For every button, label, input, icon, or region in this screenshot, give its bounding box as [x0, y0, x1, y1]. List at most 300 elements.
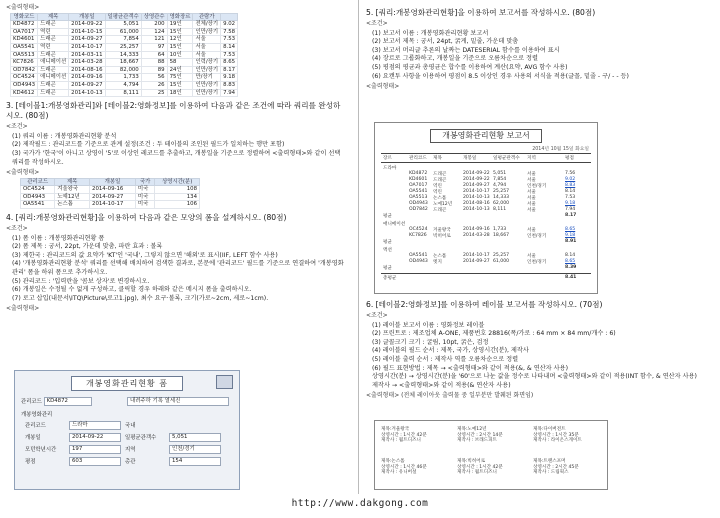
form-field[interactable]: 5,051 [169, 433, 221, 442]
report-cell: 2014-03-28 [463, 233, 490, 238]
table-cell: 2014-09-27 [90, 193, 136, 201]
label-line: 제작사 : 월트디즈니 [457, 470, 497, 476]
table-cell: 18,667 [105, 59, 141, 67]
table-cell: 1,733 [105, 74, 141, 82]
report-group-name: 드라마 [383, 166, 397, 171]
report-cell: 9.18 [565, 233, 576, 238]
table-cell: 56 [141, 74, 167, 82]
table-cell: OA5513 [11, 51, 38, 59]
form-field: 모던학년시간 [25, 447, 57, 453]
q3-heading: 3. [테이블1:개봉영화관리]와 [테이블2:영화정보]를 이용하여 다음과 같은 조건에 따라 쿼리를 완성하시오. (80점) [6, 101, 341, 121]
table-cell: 7.53 [221, 36, 238, 44]
label-card [457, 427, 527, 444]
report-cell: OD4943 [409, 201, 428, 206]
q6-out-row [366, 392, 716, 401]
q5-cond-label: <조건> [366, 20, 388, 27]
q4-conditions [12, 235, 346, 304]
condition-item: 상영시간(분) → 상영시간(분)을 '60'으로 나눈 값을 정수로 나타내며 <출력형태>와 같이 적용(INT 함수, & 연산자 사용) [372, 373, 697, 381]
report-cell: 7.53 [565, 195, 576, 200]
report-cell: 7,854 [493, 177, 507, 182]
table-query-result [20, 178, 200, 209]
report-cell: 서울 [527, 202, 536, 207]
report-group-name: 액션 [383, 248, 392, 253]
table-row [11, 21, 238, 29]
report-cell: KC7826 [409, 233, 427, 238]
condition-item: (2) 폼 제목 : 궁서, 22pt, 가운데 맞춤, 파란 효과 : 볼록 [12, 243, 163, 251]
table-cell: OD4943 [11, 81, 38, 89]
report-group-avg: 8.39 [565, 265, 577, 270]
q4-cond-label: <조건> [6, 225, 28, 233]
table-cell: 24인 [167, 66, 193, 74]
code-combo[interactable]: KD4872 [44, 397, 92, 406]
label-line: 제목:논스톱 [381, 459, 405, 464]
form-field[interactable]: 2014-09-22 [69, 433, 121, 442]
table-cell: OA7017 [11, 28, 38, 36]
report-cell: 서울 [527, 178, 536, 183]
form-field[interactable]: 603 [69, 457, 121, 466]
condition-item: (4) '개봉영화관리현황 분석' 쿼리를 선택해 배치하여 검색한 결과로, 본문에 '관리코드' 필드를 기준으로 연결하여 '개봉영화관리' 폼을 하위 폼으로 추가하시오. [12, 260, 344, 277]
report-cell: 14,333 [493, 195, 510, 200]
q3-cond-label: <조건> [6, 123, 28, 131]
column-divider [358, 0, 359, 494]
table-cell: 18인 [167, 89, 193, 97]
condition-item: (3) 국가가 '한국'이 아니고 상영이 '5'로 이상인 레코드를 추출하고, 개봉일을 기준으로 정렬하여 <출력형태>와 같이 선택 쿼리를 작성하시오. [12, 149, 341, 166]
form-field-row [25, 421, 169, 430]
table-cell: 25 [141, 89, 167, 97]
report-cell: 2014-09-27 [463, 259, 490, 264]
form-field: 총관 [125, 459, 136, 465]
column-header: 관리코드 [21, 178, 55, 186]
form-field: 개봉일 [25, 435, 41, 441]
report-cell: 역린 [433, 190, 442, 195]
form-title: 개봉영화관리현황 폼 [71, 376, 183, 391]
table-cell: 미국 [135, 186, 154, 194]
report-cell: OA5541 [409, 189, 428, 194]
report-cell: 드래곤 [433, 178, 447, 183]
table-row [21, 201, 200, 209]
table-cell: 8.17 [221, 66, 238, 74]
report-cell: 인천/경기 [527, 184, 547, 189]
report-cell: 겨울왕국 [433, 228, 451, 233]
report-group-avg: 8.17 [565, 213, 577, 218]
table-cell: 7.94 [221, 89, 238, 97]
table-cell: KD4612 [11, 89, 38, 97]
table-cell: 2014-10-15 [69, 28, 105, 36]
table-cell: 14,333 [105, 51, 141, 59]
report-title: 개봉영화관리현황 보고서 [430, 129, 542, 143]
report-cell: 서울 [527, 228, 536, 233]
table-cell: 논스톱 [55, 201, 90, 209]
condition-item: (2) 제작필드 : 관리코드를 기준으로 관계 설정(조건 : 두 테이블의 조인된 필드가 일치하는 행만 포함) [12, 141, 285, 149]
column-header: 개봉일 [90, 178, 136, 186]
form-field: 지역 [125, 447, 136, 453]
report-cell: 8.65 [565, 259, 576, 264]
label-line: 상영시간 : 2시간 14분 [457, 432, 503, 438]
condition-item: (4) 장르로 그룹화하고, 개봉일을 기준으로 오름차순으로 정렬 [372, 55, 538, 63]
q4-out-label: <출력형태> [6, 305, 40, 313]
table-cell: 15인 [167, 28, 193, 36]
table-cell: 2014-09-16 [69, 74, 105, 82]
q3-out-label: <출력형태> [6, 169, 40, 177]
report-column-header: 제목 [433, 156, 442, 161]
site-footer-url[interactable]: http://www.dakgong.com [291, 498, 429, 509]
q4-heading: 4. [쿼리:개봉영화관리현황]을 이용하여 다음과 같은 모양의 폼을 설계하시오. (80점) [6, 213, 287, 223]
table-cell: 25,257 [105, 43, 141, 51]
subform-label: 개봉영화관리 [21, 412, 53, 418]
q6-conditions [372, 322, 716, 391]
table-cell: OA5541 [21, 201, 55, 209]
table-cell: 드래곤 [38, 36, 69, 44]
label-line: 제목:노예12년 [457, 427, 487, 432]
table-cell: 64 [141, 51, 167, 59]
table-cell: 88 [141, 59, 167, 67]
label-line: 제작사 : 유니버설 [381, 470, 417, 476]
q6-out-label: <출력형태> [366, 392, 400, 400]
table-cell: 드래곤 [38, 81, 69, 89]
report-cell: 논스톱 [433, 196, 447, 201]
table-cell: 200 [141, 21, 167, 29]
table-cell: 겨울왕국 [55, 186, 90, 194]
table-cell: 89 [141, 66, 167, 74]
report-cell: 2014-09-16 [463, 227, 490, 232]
report-column-header: 장르 [383, 156, 392, 161]
table-cell: 인만/장기 [193, 81, 221, 89]
label-line: 상영시간 : 1시간 46분 [381, 464, 427, 470]
condition-item: (5) 레이블 출력 순서 : 제작사 역를 오름차순으로 정렬 [372, 355, 519, 363]
table-cell: 124 [141, 28, 167, 36]
report-rule [381, 273, 591, 274]
report-group-avg-label: 평균 [383, 240, 392, 245]
report-cell: KD4601 [409, 177, 428, 182]
condition-item: (4) 레이블의 필드 순서 : 제목, 국가, 상영시간(분), 제작사 [372, 347, 529, 355]
column-header: 일평균관객수 [105, 13, 141, 21]
table-cell: 인만/장기 [193, 66, 221, 74]
table-cell: 19인 [167, 21, 193, 29]
condition-item: (6) 요캔투 사항을 이용하여 평점이 8.5 이상인 경우 사용의 서식을 적용(글꼴, 밑줄 - 구/ - - 등) [372, 72, 629, 80]
table-cell: 2014-08-16 [69, 66, 105, 74]
report-rule [381, 153, 591, 154]
label-card [533, 427, 603, 444]
condition-item: (5) 관리코드 : '입력란을 '콤보 상자'로 변경하시오. [12, 277, 150, 285]
table-cell: 15인 [167, 43, 193, 51]
report-rule [381, 162, 591, 163]
condition-item: (1) 폼 이름 : 개봉영화관리현황 폼 [12, 234, 105, 242]
report-cell: 62,000 [493, 201, 510, 206]
table-cell: 2014-10-13 [69, 89, 105, 97]
report-cell: 25,257 [493, 253, 510, 258]
search-field[interactable]: 내려주하 기록 열세진 [127, 397, 229, 406]
report-group-avg-label: 평균 [383, 266, 392, 271]
form-field: 일평균관객수 [125, 435, 157, 441]
table-cell: 2014-10-17 [90, 201, 136, 209]
column-header: 제목 [38, 13, 69, 21]
report-cell: 4,794 [493, 183, 507, 188]
table-cell: 5,051 [105, 21, 141, 29]
table-cell: 9.18 [221, 74, 238, 82]
label-line: 상영시간 : 2시간 45분 [533, 464, 579, 470]
label-card [457, 459, 527, 476]
q5-out-label: <출력형태> [366, 83, 400, 91]
q6-cond-label: <조건> [366, 312, 388, 319]
table-cell: OA5541 [11, 43, 38, 51]
report-cell: 서울 [527, 172, 536, 177]
report-cell: 2014-08-16 [463, 201, 490, 206]
table-cell: 미국 [135, 193, 154, 201]
report-cell: 논스톱 [433, 254, 447, 259]
condition-item: (1) 보고서 이름 : 개봉영화관리현황 보고서 [372, 29, 489, 37]
report-cell: 8.65 [565, 227, 576, 232]
report-cell: 드래곤 [433, 208, 447, 213]
column-header: 관람가 [193, 13, 221, 21]
label-line: 제목:겨울왕국 [381, 427, 410, 432]
table-cell: 2014-09-22 [69, 21, 105, 29]
table-cell: 역린 [38, 43, 69, 51]
report-cell: 2014-09-22 [463, 171, 490, 176]
table-cell: OC4524 [21, 186, 55, 194]
table-cell: 8.14 [221, 43, 238, 51]
table-cell: 인만/장기 [193, 89, 221, 97]
report-cell: 2014-10-17 [463, 253, 490, 258]
form-field-row [25, 433, 225, 442]
table-cell: 134 [155, 193, 200, 201]
report-cell: OD4943 [409, 259, 428, 264]
table-cell: 서울 [193, 43, 221, 51]
table-cell: 108 [155, 186, 200, 194]
table-cell: 2014-03-28 [69, 59, 105, 67]
table-row [11, 89, 238, 97]
report-cell: 서울 [527, 254, 536, 259]
table-row [11, 81, 238, 89]
table-cell: 드래곤 [38, 89, 69, 97]
label-line: 상영시간 : 1시간 42분 [457, 464, 503, 470]
report-cell: 노예12년 [433, 202, 453, 207]
report-group-name: 애니메이션 [383, 222, 406, 227]
report-cell: 서울 [527, 208, 536, 213]
condition-item: (3) 글꼴크기 크기 : 굴림, 10pt, 굵은, 검정 [372, 338, 489, 346]
q6-note: (전체 레이아웃 출력물 중 일부분만 발췌된 화면임) [401, 392, 534, 400]
report-cell: 서울 [527, 196, 536, 201]
report-cell: 61,000 [493, 259, 510, 264]
report-group-avg: 8.91 [565, 239, 577, 244]
form-field: 관리코드 [25, 423, 46, 429]
table-cell: 61,000 [105, 28, 141, 36]
table-movie-management [10, 13, 238, 98]
table-cell: 26 [141, 81, 167, 89]
q3-conditions [12, 133, 346, 167]
left-column [6, 4, 346, 314]
table-cell: 2014-03-11 [69, 51, 105, 59]
form-field[interactable]: 인천/경기 [169, 445, 221, 454]
form-field: 국내 [125, 423, 136, 429]
table-cell: 2014-10-17 [69, 43, 105, 51]
column-header: 영화코드 [11, 13, 38, 21]
out-label-2: <출력형태> [6, 4, 40, 11]
right-column [366, 4, 716, 92]
condition-item: (1) 쿼리 이름 : 개봉영화관리현황 분석 [12, 132, 117, 140]
report-cell: 엣지 [433, 260, 442, 265]
report-cell: OA5513 [409, 195, 428, 200]
label-line: 제목:빅히어로 [457, 459, 486, 464]
report-cell: KD4872 [409, 171, 428, 176]
report-cell: 빅히어로 [433, 234, 451, 239]
report-column-header: 개봉일 [463, 156, 477, 161]
q5-conditions [372, 30, 716, 82]
table-row [11, 28, 238, 36]
table-cell: 8,111 [105, 89, 141, 97]
table-row [11, 51, 238, 59]
report-cell: 서울 [527, 190, 536, 195]
column-header: 상영관수 [141, 13, 167, 21]
report-column-header: 관리코드 [409, 156, 427, 161]
form-code-label: 관리코드 [21, 399, 42, 405]
condition-item: (2) 프린트로 : 제조업체 A-ONE, 제품번호 28816(폭/가로 : 64 mm × 84 mm/개수 : 6) [372, 330, 616, 338]
table-cell: 97 [141, 43, 167, 51]
table-cell: 12인 [167, 36, 193, 44]
column-header: 개봉일 [69, 13, 105, 21]
table-cell: 9.02 [221, 21, 238, 29]
report-cell: 5,051 [493, 171, 507, 176]
report-cell: 2014-10-17 [463, 189, 490, 194]
table-cell: 인력/장기 [193, 59, 221, 67]
label-card [533, 459, 603, 476]
table-row [11, 74, 238, 82]
table-cell: 10인 [167, 51, 193, 59]
column-header: 제목 [55, 178, 90, 186]
form-field[interactable]: 197 [69, 445, 121, 454]
condition-item: (6) 필드 표현방법 : 제목 → <출력형태>와 같이 적용(&, & 연산자 사용) [372, 364, 568, 372]
table-cell: KC7826 [11, 59, 38, 67]
report-cell: 2014-10-13 [463, 207, 490, 212]
report-column-header: 지역 [527, 156, 536, 161]
label-report-preview [374, 420, 608, 490]
report-cell: 9.02 [565, 177, 576, 182]
label-card [381, 459, 451, 476]
condition-item: 제작사 → <출력형태>와 같이 적용(& 연산자 사용) [372, 381, 511, 389]
table-cell: 드래곤 [38, 66, 69, 74]
table-cell: 7.53 [221, 51, 238, 59]
table-cell: 8.65 [221, 59, 238, 67]
column-header: 영화장르 [167, 13, 193, 21]
table-cell: 2014-09-27 [69, 81, 105, 89]
table-cell: OD4943 [21, 193, 55, 201]
report-column-header: 일평균관객수 [493, 156, 520, 161]
table-cell: 7.58 [221, 28, 238, 36]
condition-item: (2) 보고서 제목 : 궁서, 24pt, 굵게, 밑줄, 가운데 맞춤 [372, 38, 519, 46]
table-cell: 58 [167, 59, 193, 67]
report-cell: 2014-09-22 [463, 177, 490, 182]
table-row [11, 43, 238, 51]
form-field[interactable]: 154 [169, 457, 221, 466]
right-column-lower [366, 296, 716, 401]
report-date: 2014년 10월 15일 화요일 [532, 147, 589, 152]
report-cell: OD7842 [409, 207, 428, 212]
table-cell: 106 [155, 201, 200, 209]
q6-heading: 6. [테이블2:영화정보]를 이용하여 레이블 보고서를 작성하시오. (70점) [366, 300, 603, 309]
condition-item: (3) 보고서 머리글 추론의 날짜는 DATESERIAL 함수를 이용하여 표시 [372, 46, 560, 54]
table-cell: KD4601 [11, 36, 38, 44]
table-row [21, 193, 200, 201]
table-row [11, 66, 238, 74]
table-cell: 4,794 [105, 81, 141, 89]
table-cell: 노예12년 [55, 193, 90, 201]
table-cell: 2014-09-16 [90, 186, 136, 194]
report-total: 8.41 [565, 275, 577, 280]
table-cell: 7,854 [105, 36, 141, 44]
form-field[interactable]: 드라마 [69, 421, 121, 430]
table-header-row [21, 178, 200, 186]
report-column-header: 평점 [565, 156, 574, 161]
condition-item: (3) 제한국 : 관리코드의 값 요약가 'KT'인 '국내', 그렇지 않으면 '해외'로 표시(IIF, LEFT 함수 사용) [12, 251, 278, 259]
report-cell: 드래곤 [433, 172, 447, 177]
report-cell: OC4524 [409, 227, 428, 232]
report-group-avg-label: 평균 [383, 214, 392, 219]
label-line: 제목:다이버전트 [533, 427, 566, 432]
condition-item: (7) 로고 삽입(내문서\ITQ\Picture\로고1.jpg), 최수 요구·볼록, 크기(가로~2cm, 세로~1cm). [12, 294, 269, 302]
condition-item: (5) 평점의 평균과 총평균은 합수를 이용하여 계산(요약, AVG 함수 사용) [372, 63, 568, 71]
table-cell: 82,000 [105, 66, 141, 74]
table-cell: 서울 [193, 51, 221, 59]
report-cell: 인천/경기 [527, 260, 547, 265]
report-cell: OA5541 [409, 253, 428, 258]
table-cell: 2014-09-27 [69, 36, 105, 44]
label-line: 제작사 : 라이온스게이트 [533, 438, 582, 444]
condition-item: (1) 레이블 보고서 이름 : 영화정보 레이블 [372, 321, 485, 329]
table-cell: 15인 [167, 81, 193, 89]
report-cell: 8.14 [565, 253, 576, 258]
table-row [21, 186, 200, 194]
table-cell: KD4872 [11, 21, 38, 29]
table-cell: OC4524 [11, 74, 38, 82]
report-cell: 인천/경기 [527, 234, 547, 239]
label-line: 제작사 : 월트디즈니 [381, 438, 421, 444]
label-line: 제작사 : 브래드피트 [457, 438, 497, 444]
report-cell: 8.83 [565, 183, 576, 188]
report-cell: 1,733 [493, 227, 507, 232]
report-cell: 8.14 [565, 189, 576, 194]
condition-item: (6) 개봉일은 수정될 수 없게 구성하고, 클릭할 경우 하래와 같은 메시지 폼을 출력하시오. [12, 286, 252, 294]
report-cell: 2014-10-13 [463, 195, 490, 200]
table-cell: 애니메이션 [38, 74, 69, 82]
report-cell: 9.18 [565, 201, 576, 206]
logo-icon [216, 375, 233, 389]
movie-form-preview [14, 370, 240, 490]
label-line: 상영시간 : 1시간 42분 [381, 432, 427, 438]
report-cell: 18,667 [493, 233, 510, 238]
report-cell: 역린 [433, 184, 442, 189]
table-cell: 서울 [193, 36, 221, 44]
report-total-label: 총평균 [383, 276, 397, 281]
table-cell: 드래곤 [38, 51, 69, 59]
form-field: 평점 [25, 459, 36, 465]
table-cell: 75인 [167, 74, 193, 82]
report-cell: 7.94 [565, 207, 576, 212]
form-field-row [25, 457, 225, 466]
report-preview [374, 122, 598, 294]
report-cell: 2014-09-27 [463, 183, 490, 188]
table-cell: OD7842 [11, 66, 38, 74]
label-card [381, 427, 451, 444]
label-line: 제목:트랜스포머 [533, 459, 566, 464]
table-cell: 애니메이션 [38, 59, 69, 67]
table-cell: 8.83 [221, 81, 238, 89]
table-cell: 121 [141, 36, 167, 44]
report-cell: 8,111 [493, 207, 507, 212]
form-field-row [25, 445, 225, 454]
table-cell: 미국 [135, 201, 154, 209]
table-cell: 만/장기 [193, 74, 221, 82]
q5-heading: 5. [쿼리:개봉영화관리현황]을 이용하여 보고서를 작성하시오. (80점) [366, 8, 596, 17]
report-cell: OA7017 [409, 183, 428, 188]
